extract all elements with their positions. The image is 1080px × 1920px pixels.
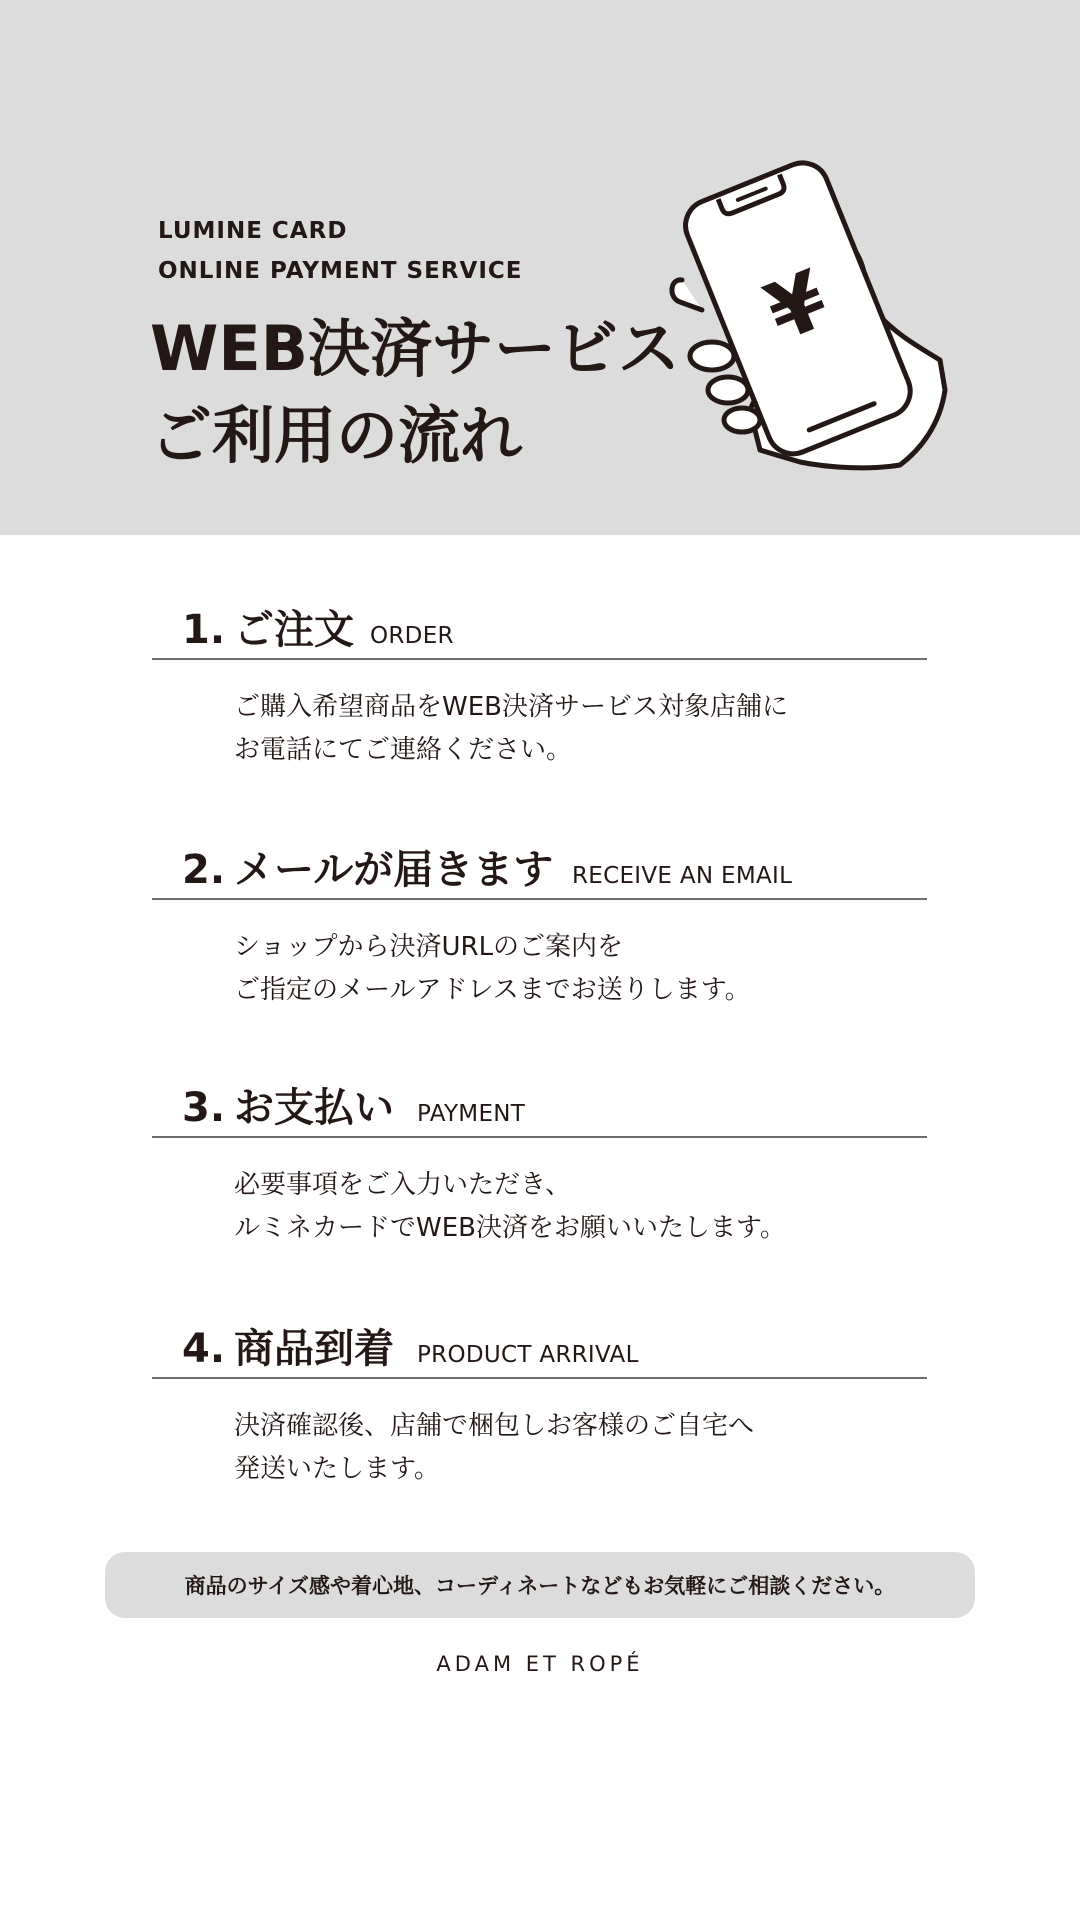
page-title-line-1: WEB決済サービス: [150, 312, 680, 385]
step-order: [152, 588, 927, 772]
step-description: [234, 1164, 927, 1250]
step-description-line: ご購入希望商品をWEB決済サービス対象店舗に: [234, 692, 788, 722]
step-number: 1.: [182, 607, 226, 653]
step-number: 3.: [182, 1085, 226, 1131]
step-payment: [152, 1066, 927, 1250]
step-number: 2.: [182, 847, 226, 893]
step-english-label: ORDER: [370, 623, 454, 649]
step-description-line: 決済確認後、店舗で梱包しお客様のご自宅へ: [234, 1411, 755, 1441]
step-description: [234, 1405, 927, 1491]
step-description: [234, 926, 927, 1012]
hand-holding-phone-yen-icon: [640, 150, 960, 480]
step-english-label: PAYMENT: [417, 1101, 526, 1127]
step-english-label: RECEIVE AN EMAIL: [572, 863, 793, 889]
step-title: メールが届きます: [234, 847, 554, 893]
step-header: [152, 1066, 927, 1138]
step-description-line: 発送いたします。: [234, 1454, 440, 1484]
consultation-note: 商品のサイズ感や着心地、コーディネートなどもお気軽にご相談ください。: [105, 1552, 975, 1618]
eyebrow-line-2: ONLINE PAYMENT SERVICE: [158, 258, 523, 284]
step-english-label: PRODUCT ARRIVAL: [417, 1342, 639, 1368]
step-product-arrival: [152, 1307, 927, 1491]
step-number: 4.: [182, 1326, 226, 1372]
brand-logo: ADAM ET ROPÉ: [436, 1652, 644, 1676]
page-title-line-2: ご利用の流れ: [150, 399, 523, 472]
step-description-line: ショップから決済URLのご案内を: [234, 932, 624, 962]
step-header: [152, 828, 927, 900]
step-title: 商品到着: [234, 1326, 394, 1372]
step-description-line: ルミネカードでWEB決済をお願いいたします。: [234, 1213, 786, 1243]
step-description: [234, 686, 927, 772]
step-description-line: お電話にてご連絡ください。: [234, 735, 573, 765]
step-description-line: 必要事項をご入力いただき、: [234, 1170, 571, 1200]
eyebrow-line-1: LUMINE CARD: [158, 218, 348, 244]
step-receive-email: [152, 828, 927, 1012]
step-title: お支払い: [234, 1085, 394, 1131]
step-title: ご注文: [234, 607, 354, 653]
step-description-line: ご指定のメールアドレスまでお送りします。: [234, 975, 751, 1005]
yen-symbol: ¥: [753, 252, 841, 360]
step-header: [152, 1307, 927, 1379]
step-header: [152, 588, 927, 660]
